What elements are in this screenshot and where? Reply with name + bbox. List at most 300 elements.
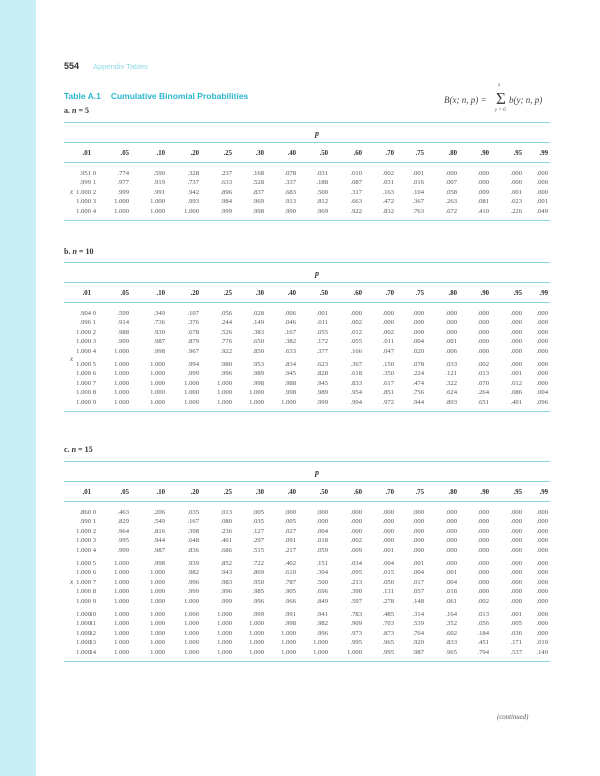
probability-cell: .027 (284, 527, 296, 535)
probability-cell: .633 (220, 179, 232, 187)
probability-cell: .000 (382, 319, 394, 327)
column-header-row (64, 488, 550, 497)
probability-cell: .913 (284, 198, 296, 206)
probability-cell: .000 (445, 170, 457, 177)
probability-cell: .000 (536, 188, 548, 196)
probability-cell: .999 (187, 588, 199, 596)
table-row (64, 347, 550, 356)
probability-cell: .015 (382, 569, 394, 577)
probability-cell: .999 (316, 398, 328, 406)
probability-cell: .000 (536, 537, 548, 545)
probability-cell: .879 (187, 338, 199, 346)
probability-cell: .107 (187, 310, 199, 317)
column-header: .75 (415, 489, 424, 496)
probability-cell: .833 (445, 639, 457, 647)
probability-cell: .990 (284, 207, 296, 215)
probability-cell: .398 (187, 527, 199, 535)
probability-cell: .539 (412, 620, 424, 628)
x-value: 2 (92, 188, 96, 196)
probability-cell: .756 (412, 389, 424, 397)
probability-cell: 1.000 (217, 379, 232, 387)
probability-cell: 1.000 (150, 648, 165, 656)
table-row (64, 568, 550, 577)
probability-cell: .967 (187, 347, 199, 355)
section-prefix: b. (64, 247, 71, 256)
probability-cell: 1.000 (76, 569, 91, 577)
probability-cell: .001 (510, 370, 522, 378)
probability-cell: 1.000 (347, 648, 362, 656)
probability-cell: .236 (220, 527, 232, 535)
probability-cell: .000 (536, 597, 548, 605)
column-header: .30 (255, 150, 264, 157)
column-header: .20 (190, 489, 199, 496)
probability-cell: .000 (510, 179, 522, 187)
probability-cell: 1.000 (150, 629, 165, 637)
probability-cell: .998 (252, 379, 264, 387)
x-axis-label: x (70, 187, 74, 196)
x-value: 5 (92, 361, 96, 368)
table-rule (64, 302, 550, 303)
probability-cell: .402 (284, 560, 296, 567)
probability-cell: .000 (510, 527, 522, 535)
probability-cell: .002 (382, 328, 394, 336)
probability-cell: .010 (536, 639, 548, 647)
probability-cell: 1.000 (184, 648, 199, 656)
probability-cell: .148 (412, 597, 424, 605)
column-header: .75 (415, 290, 424, 297)
probability-cell: .996 (316, 629, 328, 637)
probability-cell: .964 (117, 527, 129, 535)
probability-cell: 1.000 (76, 611, 91, 618)
probability-cell: .004 (412, 338, 424, 346)
probability-cell: .070 (477, 379, 489, 387)
probability-cell: .873 (382, 629, 394, 637)
probability-cell: 1.000 (184, 389, 199, 397)
probability-cell: 1.000 (114, 648, 129, 656)
probability-cell: .001 (412, 170, 424, 177)
x-value: 8 (92, 389, 96, 397)
probability-cell: .104 (412, 188, 424, 196)
probability-cell: 1.000 (249, 389, 264, 397)
probability-cell: .031 (316, 170, 328, 177)
probability-cell: .031 (382, 179, 394, 187)
probability-cell: .999 (117, 338, 129, 346)
probability-cell: 1.000 (114, 588, 129, 596)
probability-cell: .012 (510, 379, 522, 387)
probability-cell: .998 (284, 389, 296, 397)
probability-cell: .005 (252, 509, 264, 516)
column-header: .05 (120, 489, 129, 496)
column-header: .01 (82, 290, 91, 297)
probability-cell: .999 (252, 611, 264, 618)
column-header: .40 (287, 290, 296, 297)
probability-cell: 1.000 (114, 370, 129, 378)
probability-cell: .149 (252, 319, 264, 327)
table-rule (64, 411, 550, 412)
probability-cell: .000 (536, 611, 548, 618)
column-header-row (64, 149, 550, 158)
sum-upper-limit: x (498, 83, 501, 88)
probability-cell: .998 (153, 560, 165, 567)
x-value: 2 (92, 527, 96, 535)
probability-cell: .954 (350, 389, 362, 397)
probability-cell: .683 (284, 188, 296, 196)
section-n-var: n (72, 247, 77, 256)
probability-cell: .944 (412, 398, 424, 406)
probability-cell: .602 (445, 629, 457, 637)
probability-cell: .244 (220, 319, 232, 327)
probability-cell: .994 (187, 361, 199, 368)
column-header: .95 (513, 489, 522, 496)
probability-cell: .018 (445, 588, 457, 596)
probability-cell: .678 (187, 328, 199, 336)
probability-cell: .969 (316, 207, 328, 215)
probability-cell: 1.000 (184, 620, 199, 628)
table-row (64, 369, 550, 378)
probability-cell: .000 (412, 527, 424, 535)
formula-rhs: b(y; n, p) (509, 95, 543, 105)
probability-cell: .850 (252, 347, 264, 355)
probability-cell: .401 (510, 398, 522, 406)
x-value: 9 (92, 398, 96, 406)
probability-cell: .055 (350, 338, 362, 346)
column-header: .10 (156, 290, 165, 297)
probability-cell: .000 (510, 588, 522, 596)
probability-cell: 1.000 (76, 588, 91, 596)
table-row (64, 517, 550, 526)
probability-cell: .930 (153, 328, 165, 336)
probability-cell: .983 (220, 578, 232, 586)
column-header: .80 (448, 150, 457, 157)
table-row (64, 648, 550, 657)
probability-cell: .869 (252, 569, 264, 577)
column-header: .30 (255, 489, 264, 496)
probability-cell: 1.000 (114, 560, 129, 567)
probability-cell: .010 (350, 170, 362, 177)
probability-cell: .009 (477, 188, 489, 196)
probability-cell: .096 (536, 398, 548, 406)
column-header: .01 (82, 489, 91, 496)
probability-cell: .172 (316, 338, 328, 346)
probability-cell: .920 (412, 639, 424, 647)
probability-cell: .000 (536, 347, 548, 355)
column-header: .60 (353, 290, 362, 297)
probability-cell: .091 (284, 537, 296, 545)
probability-cell: .164 (445, 611, 457, 618)
probability-cell: .000 (510, 361, 522, 368)
probability-cell: 1.000 (76, 198, 91, 206)
probability-cell: .000 (510, 170, 522, 177)
probability-cell: 1.000 (217, 398, 232, 406)
probability-cell: .367 (350, 361, 362, 368)
probability-cell: .485 (382, 611, 394, 618)
probability-cell: .993 (187, 198, 199, 206)
probability-cell: .776 (220, 338, 232, 346)
probability-cell: .140 (536, 648, 548, 656)
probability-cell: .851 (382, 389, 394, 397)
probability-cell: 1.000 (114, 379, 129, 387)
probability-cell: .000 (510, 560, 522, 567)
probability-cell: .998 (284, 620, 296, 628)
probability-cell: .000 (510, 546, 522, 554)
probability-cell: .686 (220, 546, 232, 554)
x-value: 1 (92, 179, 96, 187)
section-prefix: a. (64, 106, 70, 115)
probability-cell: .002 (350, 537, 362, 545)
table-row (64, 309, 550, 318)
probability-cell: .812 (316, 198, 328, 206)
probability-cell: .000 (445, 527, 457, 535)
probability-cell: .696 (316, 588, 328, 596)
probability-cell: .264 (477, 389, 489, 397)
probability-cell: .000 (412, 509, 424, 516)
probability-cell: 1.000 (76, 546, 91, 554)
probability-cell: .000 (510, 569, 522, 577)
probability-cell: 1.000 (184, 639, 199, 647)
probability-cell: .000 (350, 310, 362, 317)
probability-cell: .849 (316, 597, 328, 605)
probability-cell: .377 (316, 347, 328, 355)
probability-cell: .000 (412, 310, 424, 317)
probability-cell: 1.000 (249, 629, 264, 637)
probability-cell: .549 (153, 518, 165, 526)
probability-cell: 1.000 (150, 597, 165, 605)
x-value: 8 (92, 588, 96, 596)
probability-cell: .237 (220, 170, 232, 177)
probability-cell: .001 (510, 611, 522, 618)
probability-cell: .990 (79, 518, 91, 526)
probability-cell: .939 (187, 560, 199, 567)
probability-cell: .013 (220, 509, 232, 516)
column-header: .70 (385, 290, 394, 297)
probability-cell: .828 (316, 370, 328, 378)
probability-cell: .056 (477, 620, 489, 628)
column-header: .05 (120, 290, 129, 297)
table-row (64, 188, 550, 197)
probability-cell: .000 (382, 537, 394, 545)
probability-cell: .000 (536, 518, 548, 526)
probability-cell: .000 (477, 569, 489, 577)
table-title (64, 91, 248, 101)
probability-cell: .722 (252, 560, 264, 567)
probability-cell: .304 (316, 569, 328, 577)
probability-cell: .000 (412, 328, 424, 336)
probability-cell: .000 (536, 509, 548, 516)
probability-cell: .000 (445, 509, 457, 516)
probability-cell: 1.000 (114, 361, 129, 368)
probability-cell: .000 (536, 546, 548, 554)
table-row (64, 536, 550, 545)
probability-cell: 1.000 (76, 188, 91, 196)
probability-cell: .650 (252, 338, 264, 346)
probability-cell: 1.000 (114, 611, 129, 618)
probability-cell: .941 (316, 611, 328, 618)
probability-cell: .317 (350, 188, 362, 196)
probability-cell: 1.000 (76, 597, 91, 605)
probability-cell: .002 (382, 170, 394, 177)
probability-cell: .950 (252, 578, 264, 586)
column-header: .10 (156, 150, 165, 157)
probability-cell: 1.000 (150, 578, 165, 586)
probability-cell: .994 (350, 398, 362, 406)
probability-cell: 1.000 (184, 207, 199, 215)
probability-cell: .000 (536, 629, 548, 637)
probability-cell: 1.000 (281, 398, 296, 406)
probability-cell: .987 (412, 648, 424, 656)
column-header: .40 (287, 150, 296, 157)
formula-lhs: B(x; n, p) = (444, 95, 487, 105)
probability-cell: .000 (510, 328, 522, 336)
column-header: .01 (82, 150, 91, 157)
section-n-var: n (72, 106, 77, 115)
probability-cell: .000 (350, 518, 362, 526)
x-value: 3 (92, 198, 96, 206)
probability-cell: .000 (350, 509, 362, 516)
probability-cell: .982 (316, 620, 328, 628)
probability-cell: .000 (445, 328, 457, 336)
probability-cell: .151 (316, 560, 328, 567)
probability-cell: 1.000 (150, 611, 165, 618)
column-header: .20 (190, 290, 199, 297)
probability-cell: .000 (412, 546, 424, 554)
probability-cell: .163 (382, 188, 394, 196)
table-row (64, 629, 550, 638)
column-header: .80 (448, 290, 457, 297)
table-row (64, 559, 550, 568)
probability-cell: .314 (412, 611, 424, 618)
probability-cell: .001 (536, 198, 548, 206)
probability-cell: 1.000 (150, 370, 165, 378)
table-row (64, 197, 550, 206)
probability-cell: .184 (477, 629, 489, 637)
column-header: .75 (415, 150, 424, 157)
x-axis-label: x (70, 577, 74, 586)
probability-cell: 1.000 (150, 207, 165, 215)
probability-cell: .058 (445, 188, 457, 196)
table-caption: Cumulative Binomial Probabilities (110, 91, 249, 101)
probability-cell: .167 (187, 518, 199, 526)
probability-cell: 1.000 (76, 578, 91, 586)
probability-cell: 1.000 (217, 629, 232, 637)
probability-cell: 1.000 (184, 398, 199, 406)
table-rule (64, 162, 550, 163)
probability-cell: .000 (510, 518, 522, 526)
probability-cell: .787 (284, 578, 296, 586)
probability-cell: .942 (187, 188, 199, 196)
probability-cell: .463 (117, 509, 129, 516)
column-header: .95 (513, 150, 522, 157)
probability-cell: .016 (412, 179, 424, 187)
table-row (64, 578, 550, 587)
probability-cell: .002 (477, 597, 489, 605)
table-label: Table A.1 (64, 91, 101, 101)
probability-cell: .996 (220, 370, 232, 378)
probability-cell: .672 (445, 207, 457, 215)
table-rule (64, 142, 550, 143)
probability-cell: .036 (510, 629, 522, 637)
table-row (64, 379, 550, 388)
probability-cell: 1.000 (76, 527, 91, 535)
probability-cell: .736 (153, 319, 165, 327)
probability-cell: .836 (187, 546, 199, 554)
probability-cell: .410 (477, 207, 489, 215)
table-rule (64, 262, 550, 263)
probability-cell: .000 (477, 578, 489, 586)
probability-cell: 1.000 (150, 569, 165, 577)
section-n-var: n (71, 445, 77, 454)
probability-cell: .020 (412, 347, 424, 355)
probability-cell: .297 (252, 537, 264, 545)
probability-cell: .383 (252, 328, 264, 336)
probability-cell: .623 (316, 361, 328, 368)
probability-cell: 1.000 (150, 361, 165, 368)
probability-cell: .263 (445, 198, 457, 206)
probability-cell: .474 (412, 379, 424, 387)
column-header-row (64, 289, 550, 298)
probability-cell: .095 (350, 569, 362, 577)
probability-cell: .322 (445, 379, 457, 387)
probability-cell: .969 (252, 198, 264, 206)
x-value: 1 (92, 518, 96, 526)
x-value: 7 (92, 578, 96, 586)
probability-cell: .000 (536, 379, 548, 387)
probability-cell: 1.000 (114, 347, 129, 355)
probability-cell: .999 (220, 207, 232, 215)
section-n-value: = 15 (78, 445, 93, 454)
probability-cell: .832 (382, 207, 394, 215)
probability-cell: .002 (477, 361, 489, 368)
column-header: .40 (287, 489, 296, 496)
column-header: .25 (223, 489, 232, 496)
probability-cell: .002 (350, 319, 362, 327)
probability-cell: 1.000 (76, 537, 91, 545)
probability-cell: .001 (510, 188, 522, 196)
probability-cell: .999 (220, 597, 232, 605)
x-value: 11 (89, 620, 96, 628)
probability-cell: 1.000 (184, 379, 199, 387)
probability-cell: .087 (350, 179, 362, 187)
table-rule (64, 481, 550, 482)
probability-cell: .049 (536, 207, 548, 215)
probability-cell: .999 (117, 546, 129, 554)
probability-cell: .367 (412, 198, 424, 206)
probability-cell: .996 (187, 578, 199, 586)
probability-cell: .061 (445, 597, 457, 605)
page-number: 554 (64, 61, 80, 71)
x-value: 2 (92, 328, 96, 336)
probability-cell: .000 (536, 560, 548, 567)
probability-cell: .213 (350, 578, 362, 586)
probability-cell: 1.000 (76, 361, 91, 368)
probability-cell: .057 (412, 588, 424, 596)
section-n-value: = 10 (78, 247, 94, 256)
probability-cell: .005 (510, 620, 522, 628)
x-value: 3 (92, 338, 96, 346)
probability-cell: .167 (284, 328, 296, 336)
probability-cell: .852 (220, 560, 232, 567)
probability-cell: .763 (412, 207, 424, 215)
probability-cell: .783 (350, 611, 362, 618)
probability-cell: 1.000 (217, 611, 232, 618)
probability-cell: .000 (510, 537, 522, 545)
column-header: .99 (539, 290, 548, 297)
column-header: .99 (539, 150, 548, 157)
x-value: 13 (89, 639, 96, 647)
probability-cell: .000 (477, 527, 489, 535)
probability-cell: 1.000 (76, 648, 91, 656)
probability-cell: .998 (153, 347, 165, 355)
probability-cell: 1.000 (217, 639, 232, 647)
